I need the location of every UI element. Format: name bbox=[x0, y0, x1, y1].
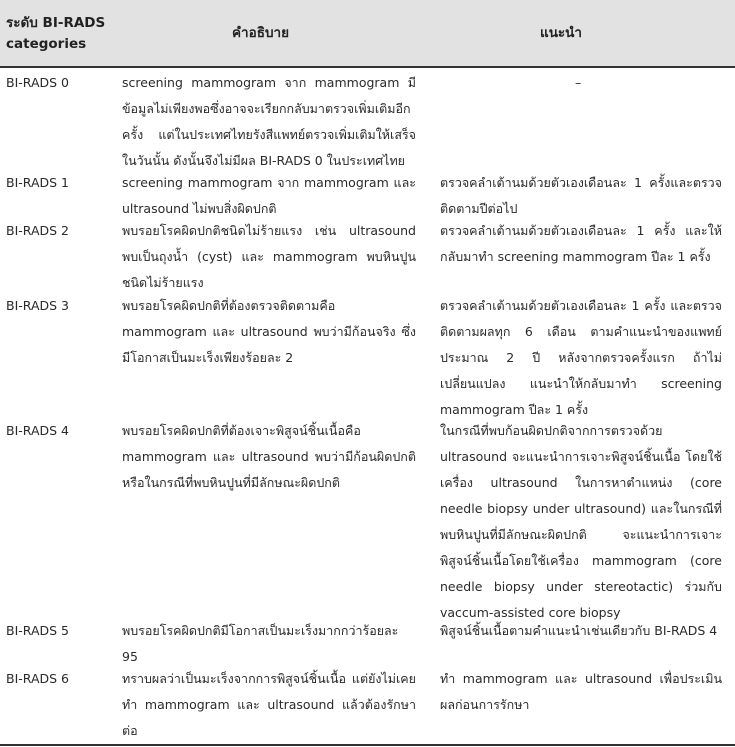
row-bi-rads-1-category: BI-RADS 1 bbox=[6, 175, 69, 190]
row-bi-rads-5-recommendation: พิสูจน์ชิ้นเนื้อตามคำแนะนำเช่นเดียวกับ BI-RADS 4 bbox=[440, 623, 718, 638]
row-bi-rads-2-description: พบรอยโรคผิดปกติชนิดไม่ร้ายแรง เช่น ultrasound พบเป็นถุงน้ำ (cyst) และ mammogram พบหินปูนชนิดไม่ร้ายแรง bbox=[122, 223, 416, 290]
header-recommendation: แนะนำ bbox=[540, 25, 582, 41]
row-bi-rads-0-recommendation: – bbox=[575, 75, 582, 90]
row-bi-rads-2-recommendation: ตรวจคลำเต้านมด้วยตัวเองเดือนละ 1 ครั้ง และให้กลับมาทำ screening mammogram ปีละ 1 ครั้ง bbox=[440, 223, 722, 264]
row-bi-rads-2-category: BI-RADS 2 bbox=[6, 223, 69, 238]
row-bi-rads-4-category: BI-RADS 4 bbox=[6, 423, 69, 438]
row-bi-rads-5-category: BI-RADS 5 bbox=[6, 623, 69, 638]
row-bi-rads-3-recommendation: ตรวจคลำเต้านมด้วยตัวเองเดือนละ 1 ครั้ง และตรวจติดตามผลทุก 6 เดือน ตามคำแนะนำของแพทย์ประมาณ 2 ปี หลังจากตรวจครั้งแรก ถ้าไม่เปลี่ยนแปลง แนะนำให้กลับมาทำ screening mammogram ปีละ 1 ครั้ง bbox=[440, 298, 722, 417]
row-bi-rads-4-description: พบรอยโรคผิดปกติที่ต้องเจาะพิสูจน์ชิ้นเนื้อคือ mammogram และ ultrasound พบว่ามีก้อนผิดปกติหรือในกรณีที่พบหินปูนที่มีลักษณะผิดปกติ bbox=[122, 423, 416, 490]
row-bi-rads-0-category: BI-RADS 0 bbox=[6, 75, 69, 90]
row-bi-rads-1-description: screening mammogram จาก mammogram และ ultrasound ไม่พบสิ่งผิดปกติ bbox=[122, 175, 416, 216]
row-bi-rads-0-description: screening mammogram จาก mammogram มีข้อมูลไม่เพียงพอซึ่งอาจจะเรียกกลับมาตรวจเพิ่มเติมอีกครั้ง แต่ในประเทศไทยรังสีแพทย์ตรวจเพิ่มเติมให้เสร็จในวันนั้น ดังนั้นจึงไม่มีผล BI-RADS 0 ในประเทศไทย bbox=[122, 75, 416, 168]
row-bi-rads-6-category: BI-RADS 6 bbox=[6, 671, 69, 686]
row-bi-rads-3-description: พบรอยโรคผิดปกติที่ต้องตรวจติดตามคือ mammogram และ ultrasound พบว่ามีก้อนจริง ซึ่งมีโอกาสเป็นมะเร็งเพียงร้อยละ 2 bbox=[122, 298, 416, 365]
table-bottom-rule bbox=[0, 744, 735, 746]
row-bi-rads-5-description: พบรอยโรคผิดปกติมีโอกาสเป็นมะเร็งมากกว่าร้อยละ 95 bbox=[122, 623, 399, 664]
row-bi-rads-4-recommendation: ในกรณีที่พบก้อนผิดปกติจากการตรวจด้วย ultrasound จะแนะนำการเจาะพิสูจน์ชิ้นเนื้อ โดยใช้เครื่อง ultrasound ในการหาตำแหน่ง (core needle biopsy under ultrasound) และในกรณีที่พบหินปูนที่มีลักษณะผิดปกติ จะแนะนำการเจาะพิสูจน์ชิ้นเนื้อโดยใช้เครื่อง mammogram (core needle biopsy under stereotactic) ร่วมกับ vaccum-assisted core biopsy bbox=[440, 423, 722, 620]
header-bottom-rule bbox=[0, 66, 735, 68]
header-description: คำอธิบาย bbox=[232, 25, 290, 41]
header-bi-rads-categories: ระดับ BI-RADS categories bbox=[6, 15, 106, 52]
row-bi-rads-6-description: ทราบผลว่าเป็นมะเร็งจากการพิสูจน์ชิ้นเนื้อ แต่ยังไม่เคยทำ mammogram และ ultrasound แล้วต้องรักษาต่อ bbox=[122, 671, 416, 738]
table-header bbox=[0, 0, 735, 67]
row-bi-rads-6-recommendation: ทำ mammogram และ ultrasound เพื่อประเมินผลก่อนการรักษา bbox=[440, 671, 722, 712]
row-bi-rads-3-category: BI-RADS 3 bbox=[6, 298, 69, 313]
row-bi-rads-1-recommendation: ตรวจคลำเต้านมด้วยตัวเองเดือนละ 1 ครั้งและตรวจติดตามปีต่อไป bbox=[440, 175, 722, 216]
